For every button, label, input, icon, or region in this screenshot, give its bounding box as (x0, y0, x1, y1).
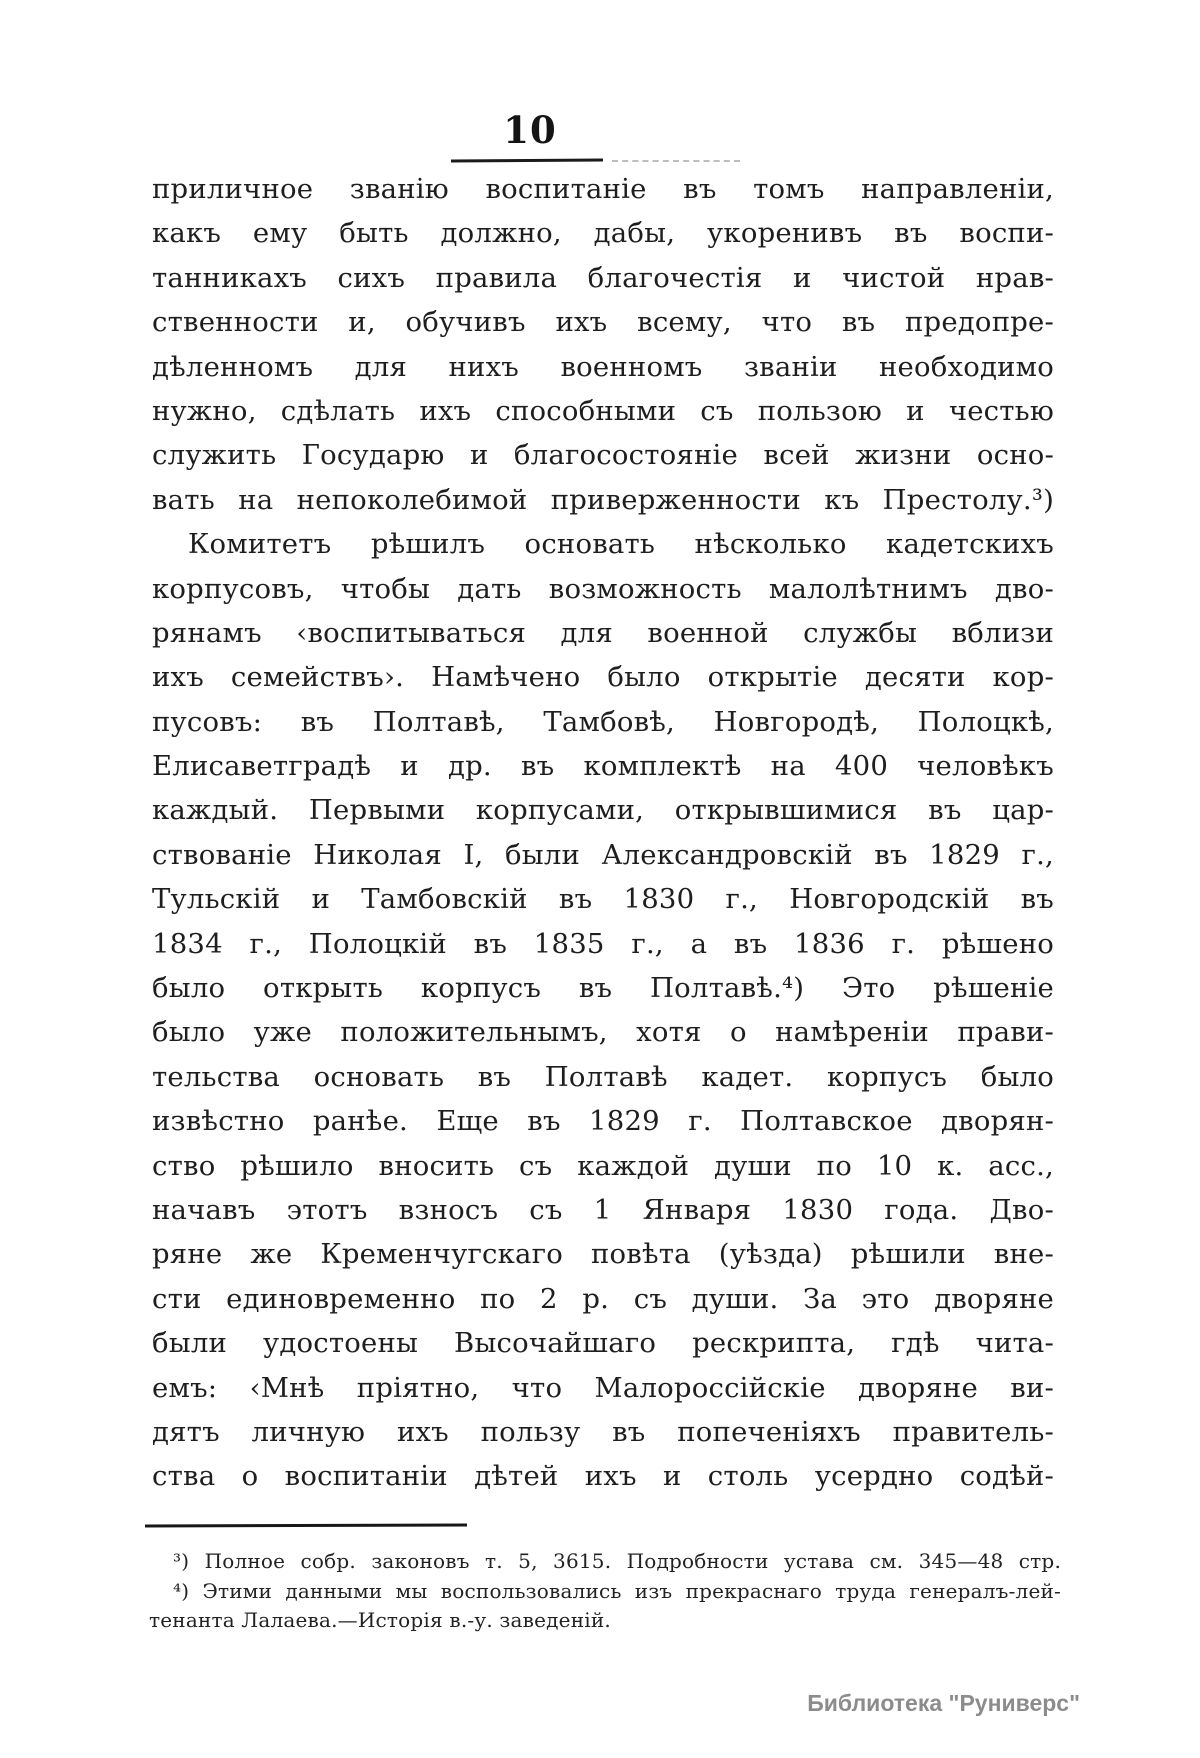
footnote-line: ⁴) Этими данными мы воспользовались изъ прекраснаго труда генералъ-лей- (173, 1578, 1061, 1603)
body-text-line: емъ: ‹Мнѣ пріятно, что Малороссійскіе дворяне ви- (152, 1371, 1054, 1404)
body-text-line: какъ ему быть должно, дабы, укоренивъ въ воспи- (152, 217, 1054, 250)
body-text-line: 1834 г., Полоцкій въ 1835 г., а въ 1836 г. рѣшено (152, 927, 1054, 960)
body-text-line: корпусовъ, чтобы дать возможность малолѣтнимъ дво- (152, 572, 1054, 605)
body-text-line: ствованіе Николая I, были Александровскій въ 1829 г., (152, 838, 1054, 871)
body-text-line: было уже положительнымъ, хотя о намѣреніи прави- (152, 1016, 1054, 1049)
body-text-line: были удостоены Высочайшаго рескрипта, гдѣ чита- (152, 1327, 1054, 1360)
body-text-line: пусовъ: въ Полтавѣ, Тамбовѣ, Новгородѣ, Полоцкѣ, (152, 705, 1054, 738)
body-text-line: приличное званію воспитаніе въ томъ направленіи, (152, 173, 1054, 205)
body-text-line: дятъ личную ихъ пользу въ попеченіяхъ правитель- (152, 1415, 1054, 1448)
body-text-line: каждый. Первыми корпусами, открывшимися въ цар- (152, 794, 1054, 827)
body-text-line: извѣстно ранѣе. Еще въ 1829 г. Полтавское дворян- (152, 1105, 1054, 1138)
footnote-line: ³) Полное собр. законовъ т. 5, 3615. Подробности устава см. 345—48 стр. (173, 1549, 1061, 1573)
body-text-line: ряне же Кременчугскаго повѣта (уѣзда) рѣшили вне- (152, 1238, 1054, 1271)
page-number: 10 (503, 108, 557, 152)
body-text-line: рянамъ ‹воспитываться для военной службы вблизи (152, 616, 1054, 649)
body-text-line: нужно, сдѣлать ихъ способными съ пользою и честью (152, 394, 1054, 427)
header-rule (451, 158, 603, 162)
body-text-line: было открыть корпусъ въ Полтавѣ.⁴) Это рѣшеніе (152, 972, 1054, 1005)
body-text-line: ственности и, обучивъ ихъ всему, что въ предопре- (152, 306, 1054, 339)
body-text-line: ихъ семействъ›. Намѣчено было открытіе десяти кор- (152, 661, 1054, 694)
body-text-line: вать на непоколебимой приверженности къ Престолу.³) (152, 483, 1054, 516)
body-text-line: Елисаветградѣ и др. въ комплектѣ на 400 человѣкъ (152, 750, 1054, 783)
header-rule-faded (612, 160, 740, 162)
body-text-line: Комитетъ рѣшилъ основать нѣсколько кадетскихъ (188, 528, 1054, 561)
body-text-line: дѣленномъ для нихъ военномъ званіи необходимо (152, 350, 1054, 383)
footnote-line: тенанта Лалаева.—Исторія в.-у. заведеній. (149, 1608, 611, 1632)
footnotes-block (149, 1547, 1061, 1636)
body-text-line: служить Государю и благосостояніе всей жизни осно- (152, 439, 1054, 472)
footnote-separator (145, 1523, 467, 1527)
page-body-text (152, 167, 1054, 1499)
body-text-line: ство рѣшило вносить съ каждой души по 10 к. асс., (152, 1149, 1054, 1182)
body-text-line: сти единовременно по 2 р. съ души. За это дворяне (152, 1282, 1054, 1315)
body-text-line: Тульскій и Тамбовскій въ 1830 г., Новгородскій въ (152, 883, 1054, 916)
body-text-line: танникахъ сихъ правила благочестія и чистой нрав- (152, 261, 1054, 294)
body-text-line: ства о воспитаніи дѣтей ихъ и столь усердно содѣй- (152, 1460, 1054, 1493)
library-watermark: Библиотека "Руниверс" (807, 1690, 1080, 1716)
body-text-line: тельства основать въ Полтавѣ кадет. корпусъ было (152, 1060, 1054, 1093)
body-text-line: начавъ этотъ взносъ съ 1 Января 1830 года. Дво- (152, 1193, 1054, 1226)
